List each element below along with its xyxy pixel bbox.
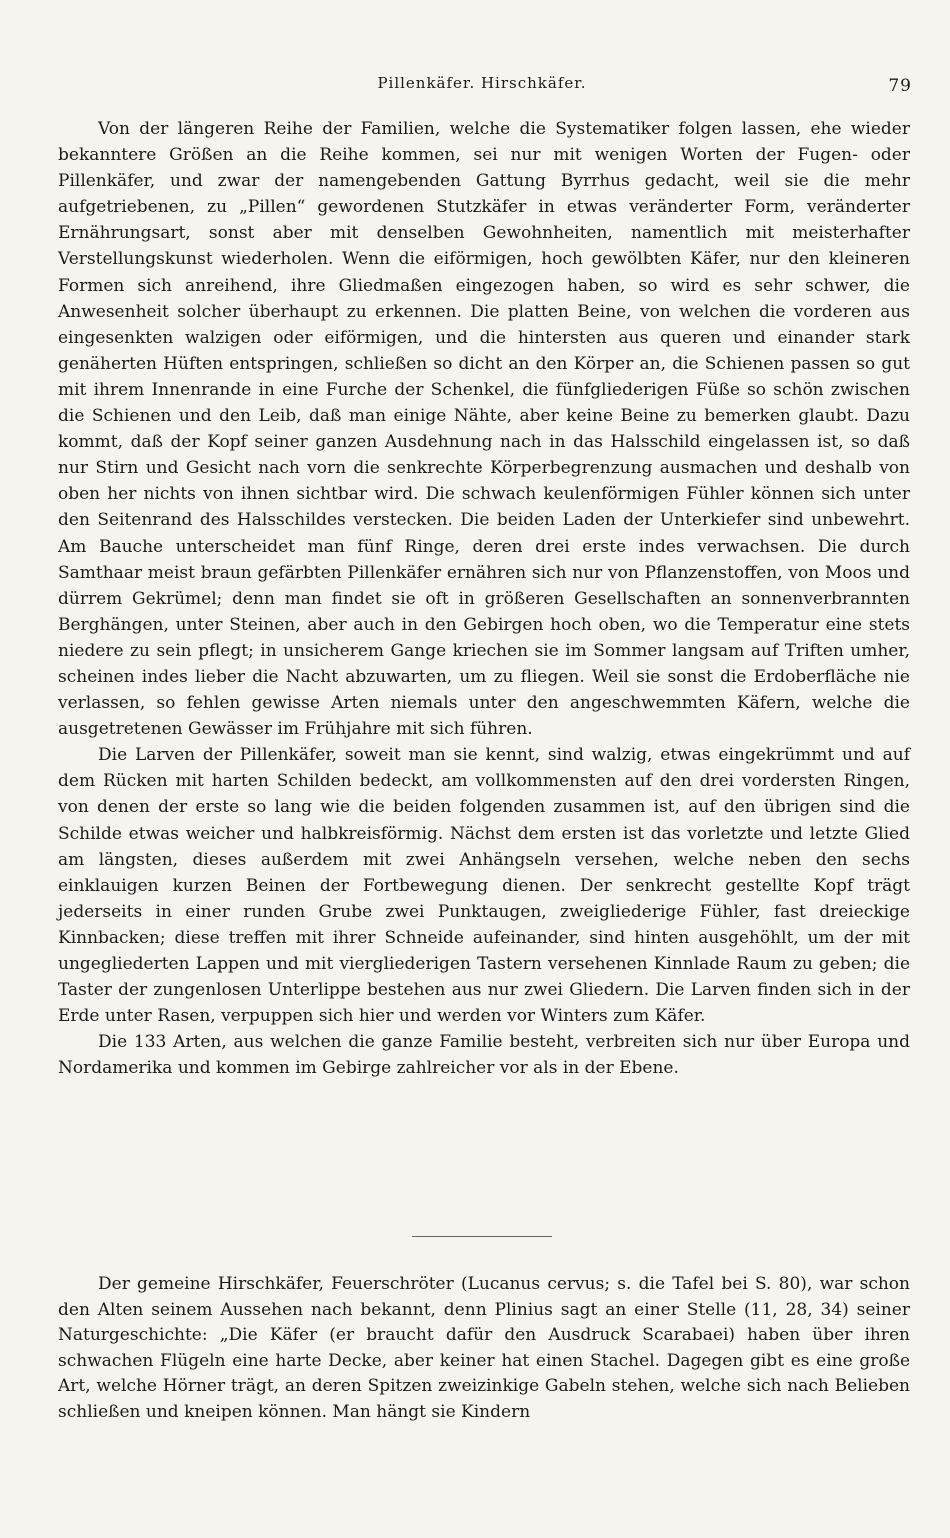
paragraph-arten: Die 133 Arten, aus welchen die ganze Familie besteht, verbreiten sich nur über Europa und Nordamerika und kommen im Gebirge zahlreicher vor als in der Ebene. — [58, 1032, 910, 1079]
page-number: 79 — [888, 76, 912, 96]
main-text — [58, 116, 910, 1081]
paragraph-hirschkaefer: Der gemeine Hirschkäfer, Feuerschröter (Lucanus cervus; s. die Tafel bei S. 80), war schon den Alten seinem Aussehen nach bekannt, denn Plinius sagt an einer Stelle (11, 28, 34) seiner Naturgeschichte: „Die Käfer (er braucht dafür den Ausdruck Scarabaei) haben über ihren schwachen Flügeln eine harte Decke, aber keiner hat einen Stachel. Dagegen gibt es eine große Art, welche Hörner trägt, an deren Spitzen zweizinkige Gabeln stehen, welche sich nach Belieben schließen und kneipen können. Man hängt sie Kindern — [58, 1274, 910, 1422]
section-divider — [412, 1236, 552, 1237]
running-head — [52, 74, 912, 100]
paragraph-pillenkaefer: Von der längeren Reihe der Familien, welche die Systematiker folgen lassen, ehe wieder bekanntere Größen an die Reihe kommen, sei nur mit wenigen Worten der Fugen- oder Pillenkäfer, und zwar der namengebenden Gattung Byrrhus gedacht, weil sie die mehr aufgetriebenen, zu „Pillen“ gewordenen Stutzkäfer in etwas veränderter Form, veränderter Ernährungsart, sonst aber mit denselben Gewohnheiten, namentlich mit meisterhafter Verstellungskunst wiederholen. Wenn die eiförmigen, hoch gewölbten Käfer, nur den kleineren Formen sich anreihend, ihre Gliedmaßen eingezogen haben, so wird es sehr schwer, die Anwesenheit solcher überhaupt zu erkennen. Die platten Beine, von welchen die vorderen aus eingesenkten walzigen oder eiförmigen, und die hintersten aus queren und einander stark genäherten Hüften entspringen, schließen so dicht an den Körper an, die Schienen passen so gut mit ihrem Innenrande in eine Furche der Schenkel, die fünfgliederigen Füße so schön zwischen die Schienen und den Leib, daß man einige Nähte, aber keine Beine zu bemerken glaubt. Dazu kommt, daß der Kopf seiner ganzen Ausdehnung nach in das Halsschild eingelassen ist, so daß nur Stirn und Gesicht nach vorn die senkrechte Körperbegrenzung ausmachen und deshalb von oben her nichts von ihnen sichtbar wird. Die schwach keulenförmigen Fühler können sich unter den Seitenrand des Halsschildes verstecken. Die beiden Laden der Unterkiefer sind unbewehrt. Am Bauche unterscheidet man fünf Ringe, deren drei erste indes verwachsen. Die durch Samthaar meist braun gefärbten Pillenkäfer ernähren sich nur von Pflanzenstoffen, von Moos und dürrem Gekrümel; denn man findet sie oft in größeren Gesellschaften an sonnenverbrannten Berghängen, unter Steinen, aber auch in den Gebirgen hoch oben, wo die Temperatur eine stets niedere zu sein pflegt; in unsicherem Gange kriechen sie im Sommer langsam auf Triften umher, scheinen indes lieber die Nacht abzuwarten, um zu fliegen. Weil sie sonst die Erdoberfläche nie verlassen, so fehlen gewisse Arten niemals unter den angeschwemmten Käfern, welche die ausgetretenen Gewässer im Frühjahre mit sich führen. — [58, 119, 910, 740]
paragraph-larven: Die Larven der Pillenkäfer, soweit man sie kennt, sind walzig, etwas eingekrümmt und auf dem Rücken mit harten Schilden bedeckt, am vollkommensten auf den drei vordersten Ringen, von denen der erste so lang wie die beiden folgenden zusammen ist, auf den übrigen sind die Schilde etwas weicher und halbkreisförmig. Nächst dem ersten ist das vorletzte und letzte Glied am längsten, dieses außerdem mit zwei Anhängseln versehen, welche neben den sechs einklauigen kurzen Beinen der Fortbewegung dienen. Der senkrecht gestellte Kopf trägt jederseits in einer runden Grube zwei Punktaugen, zweigliederige Fühler, fast dreieckige Kinnbacken; diese treffen mit ihrer Schneide aufeinander, sind hinten ausgehöhlt, um der mit ungegliederten Lappen und mit viergliederigen Tastern versehenen Kinnlade Raum zu geben; die Taster der zungenlosen Unterlippe bestehen aus nur zwei Gliedern. Die Larven finden sich in der Erde unter Rasen, verpuppen sich hier und werden vor Winters zum Käfer. — [58, 745, 910, 1027]
running-title: Pillenkäfer. Hirschkäfer. — [377, 74, 587, 92]
section-text — [58, 1272, 910, 1426]
